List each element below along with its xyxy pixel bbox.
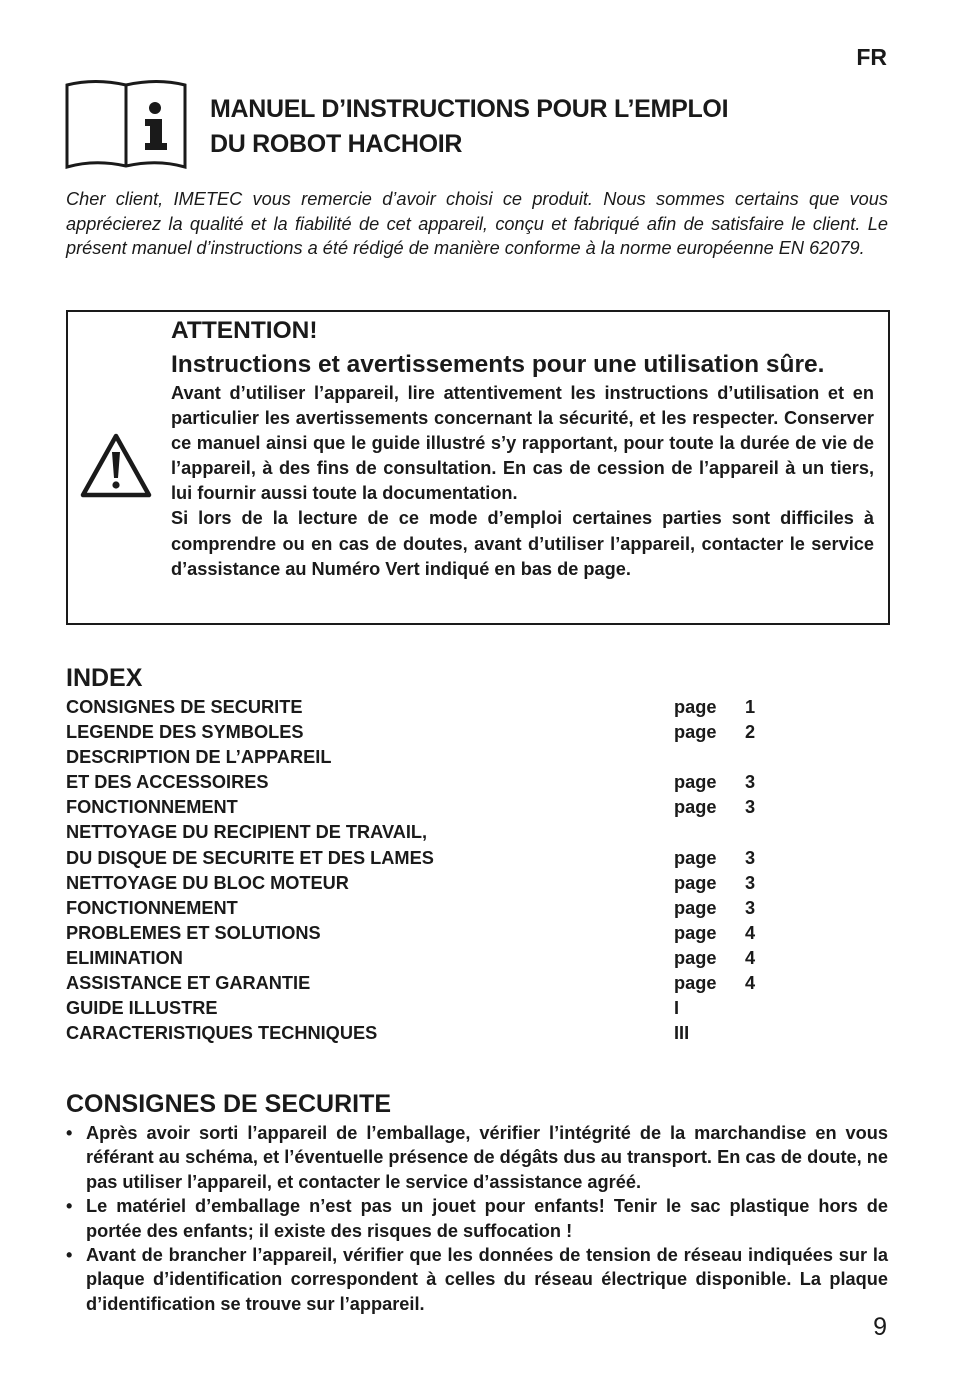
warning-paragraph-1: Avant d’utiliser l’appareil, lire attentivement les instructions d’utilisation et en particulier les avertissements concernant la sécurité, et les respecter. Conserver ce manuel ainsi que le guide illustré s’y rapportant, pour toute la durée de vie de l’appareil, à des fins de consultation. En cas de cession de l’appareil à un tiers, lui fournir aussi toute la documentation. <box>171 383 874 504</box>
safety-heading: CONSIGNES DE SECURITE <box>66 1090 392 1118</box>
index-page-label: I <box>674 998 680 1019</box>
index-row <box>66 1021 786 1046</box>
index-row <box>66 946 786 971</box>
index-label: PROBLEMES ET SOLUTIONS <box>66 922 321 943</box>
warning-paragraph-2: Si lors de la lecture de ce mode d’emploi certaines parties sont difficiles à comprendre ou en cas de doutes, avant d’utiliser l’appareil, contacter le service d’assistance au Numéro Vert indiqué en bas de page. <box>171 508 874 579</box>
bullet-text: Avant de brancher l’appareil, vérifier que les données de tension de réseau indiquées sur la plaque d’identification correspondent à celles du réseau électrique disponible. La plaque d’identification se trouve sur l’appareil. <box>86 1245 888 1314</box>
safety-bullet-list <box>66 1121 888 1316</box>
index-page-number: 4 <box>745 973 756 994</box>
list-item <box>66 1194 888 1243</box>
index-page-label: page <box>674 973 717 994</box>
index-label: DU DISQUE DE SECURITE ET DES LAMES <box>66 847 434 868</box>
index-row <box>66 996 786 1021</box>
index-page-label: page <box>674 722 717 743</box>
bullet-marker: • <box>66 1196 73 1217</box>
warning-triangle-icon <box>80 432 152 500</box>
intro-paragraph: Cher client, IMETEC vous remercie d’avoir choisi ce produit. Nous sommes certains que vous apprécierez la qualité et la fiabilité de cet appareil, conçu et fabriqué afin de satisfaire le client. Le présent manuel d’instructions a été rédigé de manière conforme à la norme européenne EN 62079. <box>66 189 888 259</box>
index-row <box>66 770 786 795</box>
index-label: DESCRIPTION DE L’APPAREIL <box>66 747 332 768</box>
index-page-number: 3 <box>745 872 756 893</box>
page-number: 9 <box>873 1313 887 1341</box>
index-page-number: 1 <box>745 697 756 717</box>
index-page-label: page <box>674 697 717 717</box>
index-row <box>66 921 786 946</box>
index-row <box>66 695 786 720</box>
index-page-number: 3 <box>745 797 756 818</box>
index-page-label: page <box>674 897 717 918</box>
index-heading: INDEX <box>66 664 143 692</box>
index-page-label: III <box>674 1023 690 1044</box>
index-page-label: page <box>674 847 717 868</box>
bullet-marker: • <box>66 1245 73 1266</box>
index-label: ET DES ACCESSOIRES <box>66 772 269 793</box>
index-page-label: page <box>674 772 717 793</box>
index-page-label: page <box>674 947 717 968</box>
index-page-number: 4 <box>745 947 756 968</box>
title-line-1: MANUEL D’INSTRUCTIONS POUR L’EMPLOI <box>210 95 729 123</box>
index-page-number: 3 <box>745 847 756 868</box>
bullet-text: Le matériel d’emballage n’est pas un jouet pour enfants! Tenir le sac plastique hors de portée des enfants; il existe des risques de suffocation ! <box>86 1196 888 1241</box>
index-page-label: page <box>674 922 717 943</box>
index-row <box>66 846 786 871</box>
index-page-number: 3 <box>745 897 756 918</box>
document-title <box>210 92 728 162</box>
index-label: ASSISTANCE ET GARANTIE <box>66 973 311 994</box>
index-row <box>66 745 786 770</box>
bullet-marker: • <box>66 1123 73 1143</box>
index-label: LEGENDE DES SYMBOLES <box>66 722 304 743</box>
index-page-label: page <box>674 797 717 818</box>
index-page-number: 2 <box>745 722 756 743</box>
index-label: CONSIGNES DE SECURITE <box>66 697 303 717</box>
index-page-number: 4 <box>745 922 756 943</box>
index-row <box>66 720 786 745</box>
index-page-number: 3 <box>745 772 756 793</box>
index-label: ELIMINATION <box>66 947 183 968</box>
index-label: NETTOYAGE DU RECIPIENT DE TRAVAIL, <box>66 822 428 843</box>
title-line-2: DU ROBOT HACHOIR <box>210 130 463 158</box>
list-item <box>66 1243 888 1316</box>
warning-title: ATTENTION! <box>171 317 318 344</box>
list-item <box>66 1121 888 1194</box>
index-row <box>66 896 786 921</box>
index-row <box>66 795 786 820</box>
language-code: FR <box>856 44 887 70</box>
index-row <box>66 871 786 896</box>
index-label: CARACTERISTIQUES TECHNIQUES <box>66 1023 378 1044</box>
index-row <box>66 971 786 996</box>
index-label: GUIDE ILLUSTRE <box>66 998 218 1019</box>
warning-subtitle: Instructions et avertissements pour une utilisation sûre. <box>171 351 825 378</box>
index-row <box>66 820 786 845</box>
index-label: FONCTIONNEMENT <box>66 897 238 918</box>
index-label: NETTOYAGE DU BLOC MOTEUR <box>66 872 349 893</box>
bullet-text: Après avoir sorti l’appareil de l’emballage, vérifier l’intégrité de la marchandise en vous référant au schéma, et l’éventuelle présence de dégâts dus au transport. En cas de doute, ne pas utiliser l’appareil, et contacter le service d’assistance agréé. <box>86 1123 888 1192</box>
index-list <box>66 695 786 1046</box>
warning-content <box>171 314 874 582</box>
info-manual-icon <box>65 80 187 170</box>
index-label: FONCTIONNEMENT <box>66 797 238 818</box>
index-page-label: page <box>674 872 717 893</box>
